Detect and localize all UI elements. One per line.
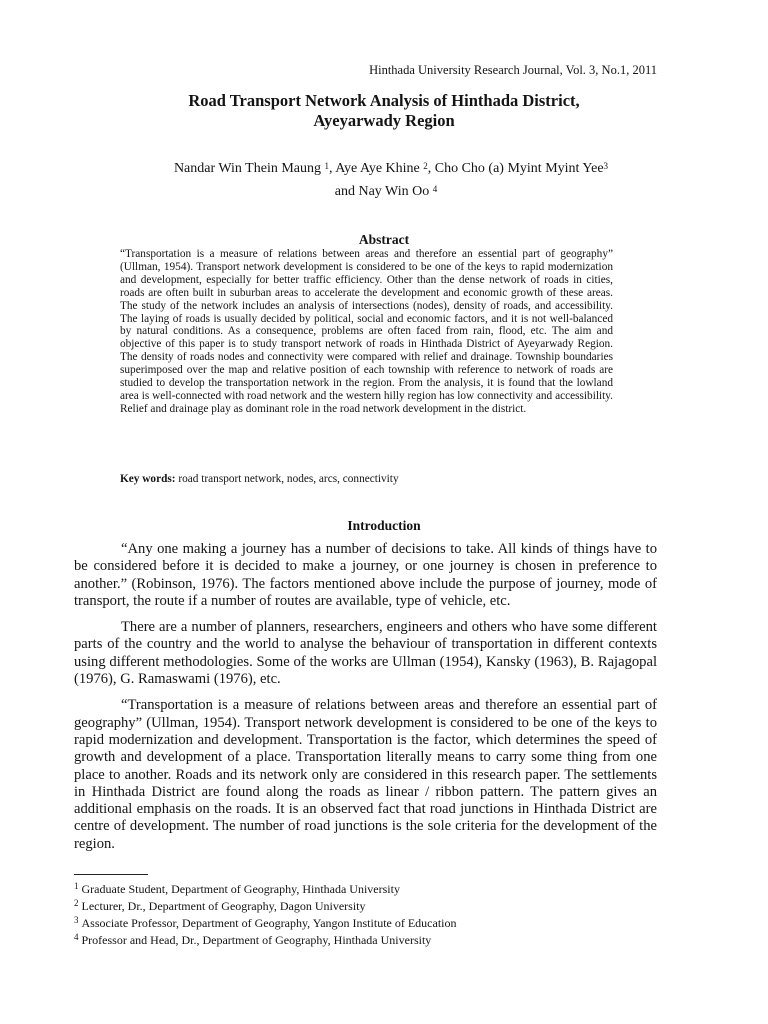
footnote-4-text: Professor and Head, Dr., Department of Geography, Hinthada University xyxy=(81,933,432,947)
author-4-mark: 4 xyxy=(432,184,438,194)
keywords xyxy=(120,473,613,485)
introduction-heading: Introduction xyxy=(347,518,421,533)
author-3-mark: 3 xyxy=(603,161,609,171)
abstract-text: “Transportation is a measure of relations between areas and therefore an essential part of geography” (Ullman, 1954). Transport network development is considered to be one of the keys to rapid modernization and development, especially for better traffic efficiency. Other than the dense network of roads in cities, roads are often built in suburban areas to accelerate the development and economic growth of these areas. The study of the network includes an analysis of intersections (nodes), density of roads, and accessibility. The laying of roads is usually decided by political, social and economic factors, and it is not well-balanced by natural conditions. As a consequence, problems are often faced from rain, flood, etc. The aim and objective of this paper is to study transport network of roads in Hinthada District of Ayeyarwady Region. The density of roads nodes and connectivity were compared with relief and drainage. Township boundaries superimposed over the map and relative position of each township with reference to network of roads are studied to develop the transportation network in the region. From the analysis, it is found that the lowland area is well-connected with road network and the western hilly region has low connectivity and accessibility. Relief and drainage play as dominant role in the road network development in the district. xyxy=(120,248,613,415)
author-2-mark: 2 xyxy=(423,161,428,171)
paper-title xyxy=(0,91,768,131)
title-line-2: Ayeyarwady Region xyxy=(313,111,455,130)
footnote-3-text: Associate Professor, Department of Geography, Yangon Institute of Education xyxy=(81,916,457,930)
author-4: and Nay Win Oo xyxy=(334,184,433,199)
intro-paragraph-2: There are a number of planners, researchers, engineers and others who have some different parts of the country and the world to analyse the behaviour of transportation in different contexts using different methodologies. Some of the works are Ullman (1954), Kansky (1963), B. Rajagopal (1976), G. Ramaswami (1976), etc. xyxy=(74,619,657,688)
footnote-divider xyxy=(74,874,148,875)
footnote-2 xyxy=(74,898,457,915)
author-list xyxy=(0,157,768,203)
footnote-1-number: 1 xyxy=(74,881,79,891)
title-line-1: Road Transport Network Analysis of Hinthada District, xyxy=(188,91,580,110)
footnote-2-text: Lecturer, Dr., Department of Geography, Dagon University xyxy=(81,899,366,913)
journal-header: Hinthada University Research Journal, Vol. 3, No.1, 2011 xyxy=(369,63,657,77)
intro-paragraph-3: “Transportation is a measure of relations between areas and therefore an essential part of geography” (Ullman, 1954). Transport network development is considered to be one of the keys to rapid modernization and development. Transportation is the factor, which determines the speed of growth and development of a place. Transportation literally means to carry some thing from one place to another. Roads and its network only are considered in this research paper. The settlements in Hinthada District are found along the roads as linear / ribbon pattern. The pattern gives an additional emphasis on the roads. It is an observed fact that road junctions in Hinthada District are centre of development. The number of road junctions is the sole criteria for the development of the region. xyxy=(74,697,657,852)
author-2: , Aye Aye Khine xyxy=(329,161,424,176)
intro-paragraph-1: “Any one making a journey has a number of decisions to take. All kinds of things have to be considered before it is decided to make a journey, or one journey is chosen in preference to another.” (Robinson, 1976). The factors mentioned above include the purpose of journey, mode of transport, the route if a number of routes are available, type of vehicle, etc. xyxy=(74,541,657,609)
footnotes xyxy=(74,881,457,949)
footnote-1 xyxy=(74,881,457,898)
footnote-4 xyxy=(74,932,457,949)
footnote-4-number: 4 xyxy=(74,932,79,942)
footnote-3 xyxy=(74,915,457,932)
footnote-2-number: 2 xyxy=(74,898,79,908)
author-1: Nandar Win Thein Maung xyxy=(173,161,325,176)
abstract-heading: Abstract xyxy=(358,232,410,247)
footnote-1-text: Graduate Student, Department of Geography, Hinthada University xyxy=(81,882,400,896)
author-line-2 xyxy=(0,180,768,203)
footnote-3-number: 3 xyxy=(74,915,79,925)
keywords-label: Key words: xyxy=(120,473,176,485)
author-1-mark: 1 xyxy=(324,161,329,171)
author-line-1 xyxy=(0,157,768,180)
keywords-list: road transport network, nodes, arcs, connectivity xyxy=(175,473,399,485)
author-3: , Cho Cho (a) Myint Myint Yee xyxy=(427,161,604,176)
introduction-body xyxy=(74,541,657,862)
